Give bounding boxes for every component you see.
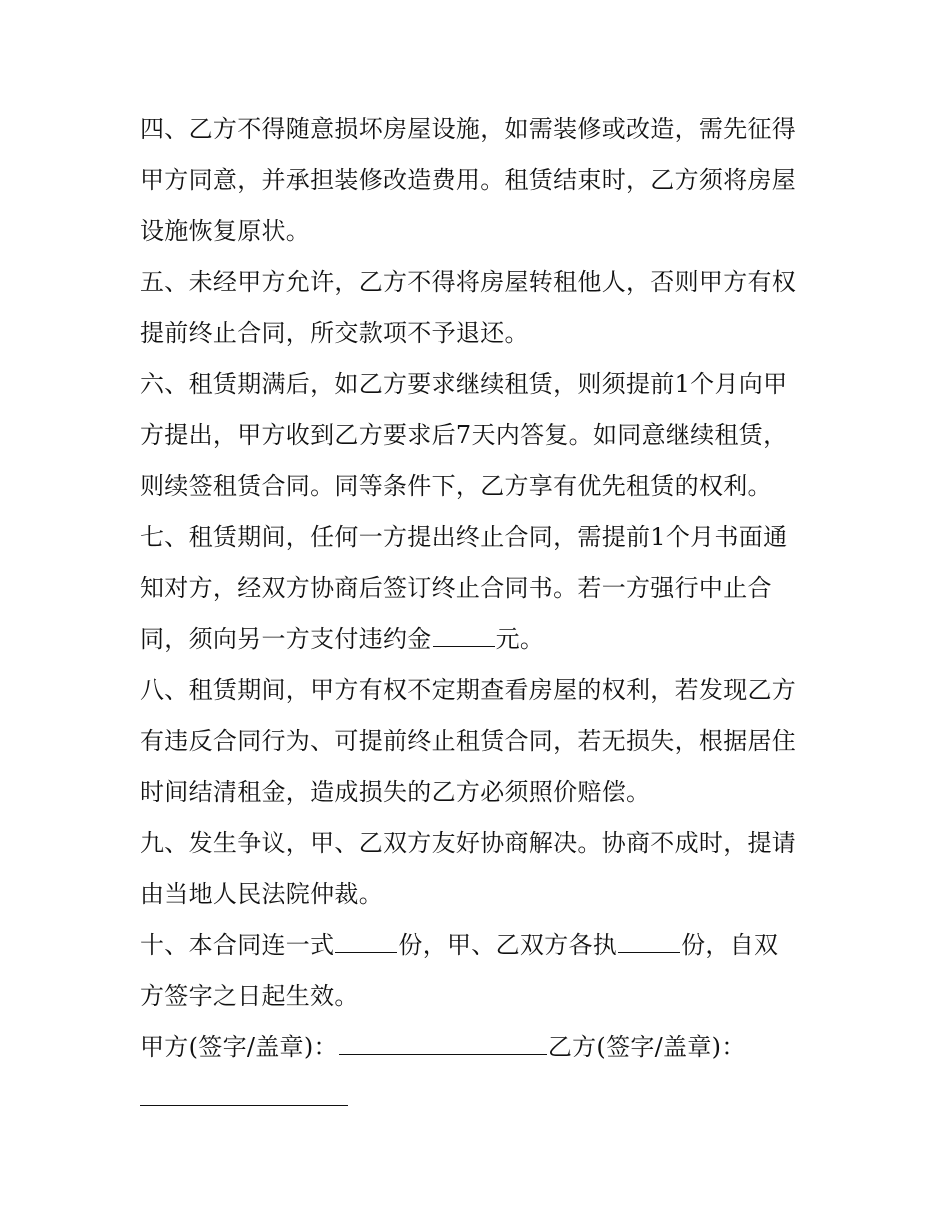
clause-10-line-1 (140, 920, 820, 971)
signature-line-2 (140, 1073, 820, 1124)
clause-6-line-2: 方提出，甲方收到乙方要求后7天内答复。如同意继续租赁， (140, 421, 788, 449)
clause-9-line-2: 由当地人民法院仲裁。 (140, 880, 383, 908)
clause-4-line-2: 甲方同意，并承担装修改造费用。租赁结束时，乙方须将房屋 (140, 166, 797, 194)
clause-6-line-3: 则续签租赁合同。同等条件下，乙方享有优先租赁的权利。 (140, 472, 772, 500)
clause-7-line-3-text: 同，须向另一方支付违约金 (140, 625, 432, 653)
copies-each-blank[interactable] (618, 930, 680, 953)
copies-total-blank[interactable] (335, 930, 397, 953)
clause-8-line-1: 八、租赁期间，甲方有权不定期查看房屋的权利，若发现乙方 (140, 676, 797, 704)
clause-4-line-1: 四、乙方不得随意损坏房屋设施，如需装修或改造，需先征得 (140, 115, 797, 143)
clause-7-line-3 (140, 614, 820, 665)
clause-7-line-2: 知对方，经双方协商后签订终止合同书。若一方强行中止合 (140, 574, 772, 602)
clause-5-line-2: 提前终止合同，所交款项不予退还。 (140, 319, 529, 347)
clause-5-line-1: 五、未经甲方允许，乙方不得将房屋转租他人，否则甲方有权 (140, 268, 797, 296)
clause-10-text-3: 份，自双 (681, 931, 779, 959)
clause-6-line-1: 六、租赁期满后，如乙方要求继续租赁，则须提前1个月向甲 (140, 370, 788, 398)
clause-4 (140, 104, 820, 257)
clause-9-line-1: 九、发生争议，甲、乙双方友好协商解决。协商不成时，提请 (140, 829, 797, 857)
clause-5 (140, 257, 820, 359)
clause-10 (140, 920, 820, 1022)
clause-8-line-2: 有违反合同行为、可提前终止租赁合同，若无损失，根据居住 (140, 727, 797, 755)
party-a-signature-blank[interactable] (339, 1032, 547, 1055)
clause-9 (140, 818, 820, 920)
party-b-label: 乙方(签字/盖章)： (547, 1033, 746, 1061)
clause-10-line-2: 方签字之日起生效。 (140, 982, 359, 1010)
clause-7 (140, 512, 820, 665)
clause-7-line-3-unit: 元。 (495, 625, 545, 653)
clause-8 (140, 665, 820, 818)
clause-10-text-2: 份，甲、乙双方各执 (398, 931, 618, 959)
clause-6 (140, 359, 820, 512)
party-a-label: 甲方(签字/盖章)： (140, 1033, 338, 1061)
contract-page (140, 104, 820, 1124)
party-b-signature-blank[interactable] (140, 1083, 348, 1106)
clause-10-text-1: 十、本合同连一式 (140, 931, 335, 959)
signature-line-1 (140, 1022, 820, 1073)
clause-4-line-3: 设施恢复原状。 (140, 217, 311, 245)
clause-7-line-1: 七、租赁期间，任何一方提出终止合同，需提前1个月书面通 (140, 523, 788, 551)
signature-block (140, 1022, 820, 1124)
penalty-amount-blank[interactable] (433, 624, 495, 647)
clause-8-line-3: 时间结清租金，造成损失的乙方必须照价赔偿。 (140, 778, 651, 806)
